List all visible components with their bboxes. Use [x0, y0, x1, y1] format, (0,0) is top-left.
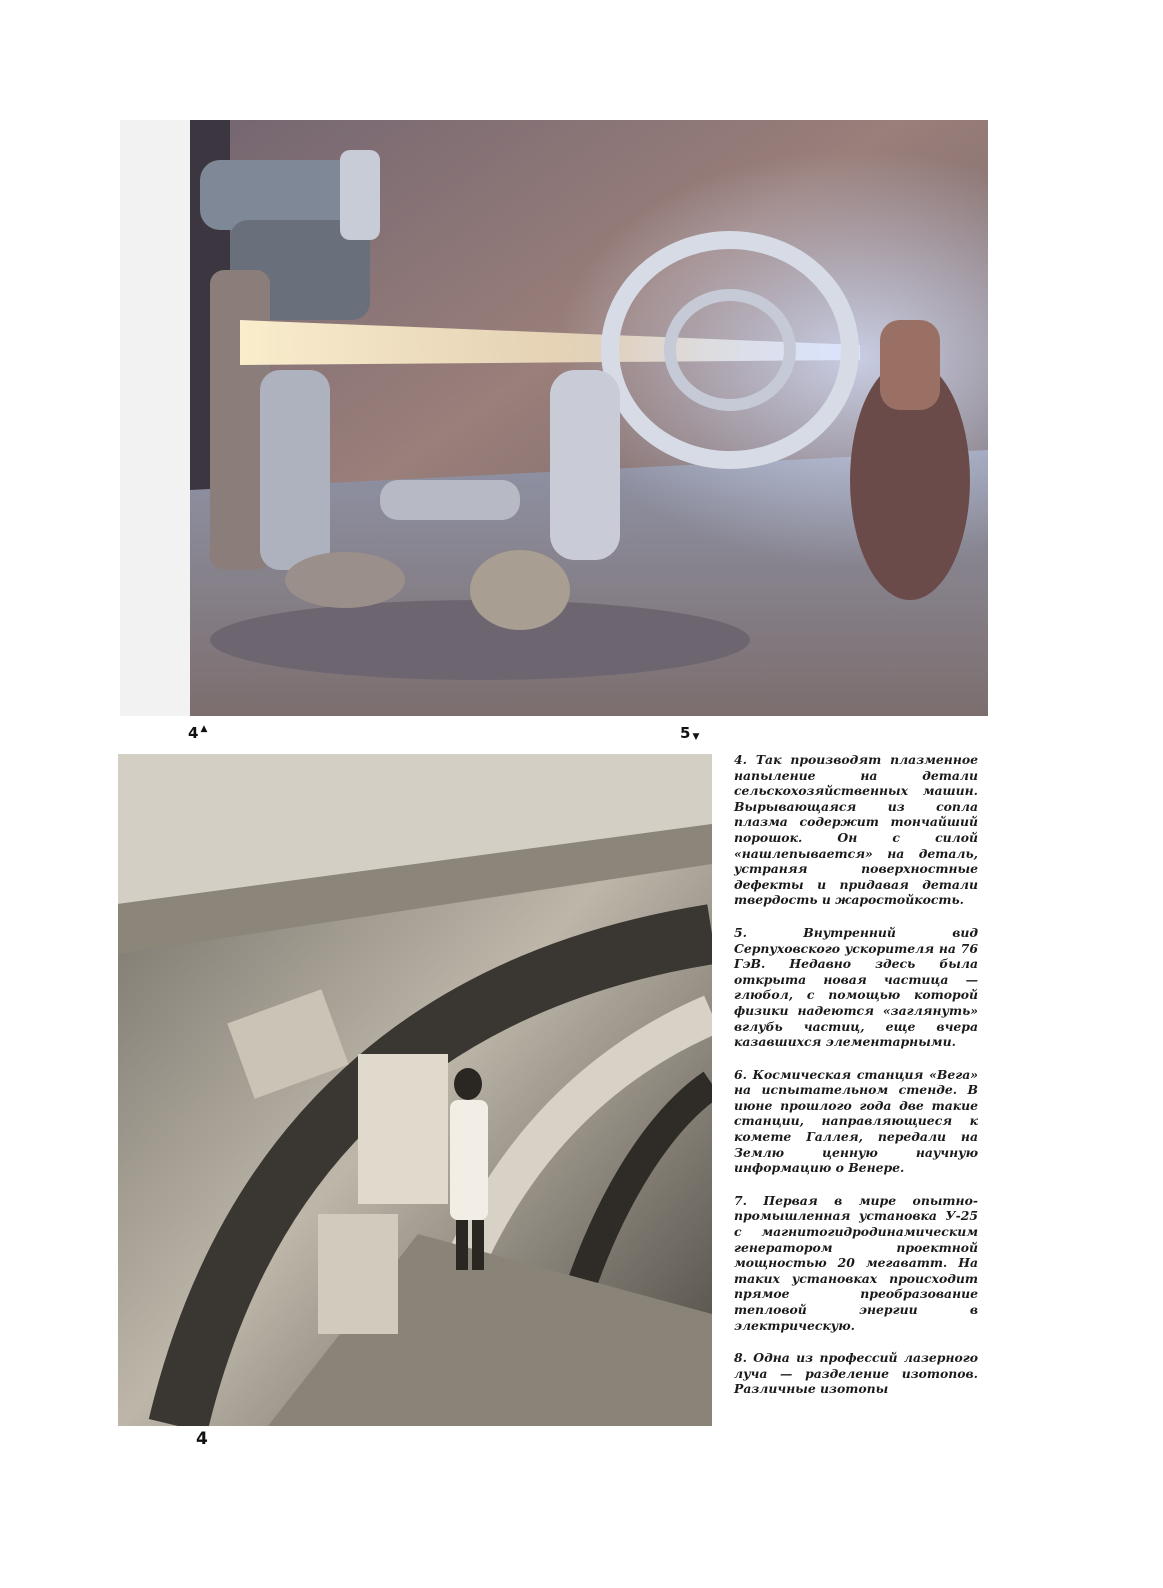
- accelerator-photo: [118, 754, 712, 1426]
- arrow-up-icon: ▲: [200, 724, 208, 734]
- captions-column: [734, 752, 978, 1414]
- caption-6: 6. Космическая станция «Вега» на испытательном стенде. В июне прошлого года две такие станции, направляющиеся к комете Галлея, передали на Землю ценную научную информацию о Венере.: [734, 1066, 978, 1176]
- figure-4-number: 4: [188, 724, 199, 742]
- accelerator-illustration: [118, 754, 712, 1426]
- arrow-down-icon: ▼: [692, 732, 700, 742]
- figure-5-number: 5: [680, 724, 691, 742]
- plasma-spraying-photo: [120, 120, 988, 716]
- plasma-spraying-illustration: [120, 120, 988, 716]
- figure-5-label: [680, 724, 699, 742]
- caption-7: 7. Первая в мире опытно-промышленная установка У-25 с магнитогидродинамическим генератором проектной мощностью 20 мегаватт. На таких установках происходит прямое преобразование тепловой энергии в электрическую.: [734, 1192, 978, 1333]
- caption-5: 5. Внутренний вид Серпуховского ускорителя на 76 ГэВ. Недавно здесь была открыта новая частица — глюбол, с помощью которой физики надеются «заглянуть» вглубь частиц, еще вчера казавшихся элементарными.: [734, 924, 978, 1050]
- page-number: 4: [196, 1429, 208, 1449]
- caption-4: 4. Так производят плазменное напыление на детали сельскохозяйственных машин. Вырывающаяся из сопла плазма содержит тончайший порошок. Он с силой «нашлепывается» на деталь, устраняя поверхностные дефекты и придавая детали твердость и жаростойкость.: [734, 752, 978, 908]
- figure-4-label: [188, 724, 207, 742]
- caption-8: 8. Одна из профессий лазерного луча — разделение изотопов. Различные изотопы: [734, 1350, 978, 1397]
